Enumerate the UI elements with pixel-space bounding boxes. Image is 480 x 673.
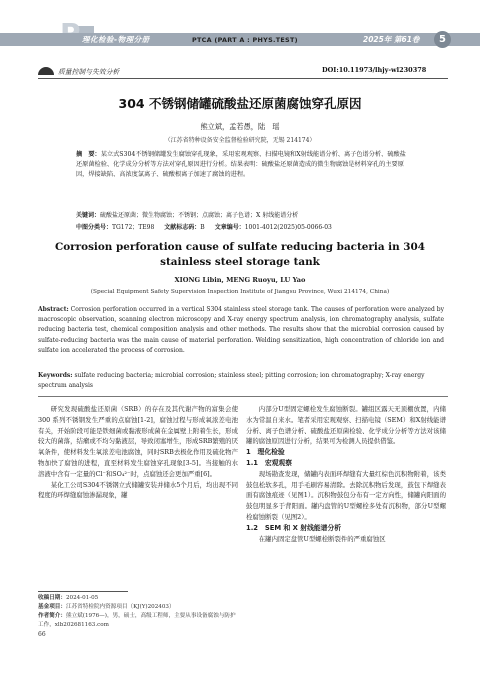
author-bio-label: 作者简介： — [38, 613, 66, 619]
clc-value: TG172；TE98 — [112, 224, 155, 231]
doc-code-value: B — [200, 224, 205, 231]
abstract-cn-text: 某立式S304不锈钢储罐发生腐蚀穿孔现象，采用宏观观察、扫描电镜和X射线能谱分析、离子色谱分析、硫酸盐还原菌检验、化学成分分析等方法对穿孔原因进行分析。结果表明：硫酸盐还原菌造成的微生物腐蚀是材料穿孔的主要原因，焊接缺陷、高浓度氯离子、硫酸根离子加速了腐蚀的进程。 — [76, 151, 406, 178]
journal-name: 理化检验-物理分册 — [82, 35, 150, 44]
column-icon — [38, 67, 54, 75]
affiliation-en: (Special Equipment Safety Supervision Inspection Institute of Jiangsu Province, Wuxi 214174, China) — [90, 289, 390, 295]
authors-en: XIONG Libin, MENG Ruoyu, LU Yao — [174, 276, 306, 284]
keywords-cn — [76, 210, 410, 219]
body-paragraph: 研究发现硫酸盐还原菌（SRB）的存在及其代谢产物的富集会使 300 系列不锈钢发生严重的点腐蚀[1-2]，腐蚀过程与形成氧浓差电池有关，开始阶段可能是铁细菌或黏液形成菌在金属壁上附着生长，形成较大的菌落，结瘤或不均匀黏液层，导致闭塞增生，形成SRB繁殖的厌氧条件，使材料发生氧浓差电池腐蚀，同时SRB去极化作用及硫化物产物加快了腐蚀的进程，直至材料发生腐蚀穿孔现象[3-5]。当接触的水溶液中含有一定量的Cl⁻和SO₄²⁻时，点腐蚀还会更加严重[6]。 — [38, 405, 238, 478]
abstract-en-label: Abstract: — [38, 306, 69, 313]
article-no-label: 文章编号： — [214, 224, 245, 231]
abstract-en — [38, 305, 444, 356]
doc-code-label: 文献标志码： — [164, 224, 201, 231]
keywords-en-text: sulfate reducing bacteria; microbial corrosion; stainless steel; pitting corrosion; ion chromatography; X-ray energy spectrum analysis — [38, 372, 425, 389]
fund-label: 基金项目： — [38, 604, 66, 610]
body-column-left — [38, 404, 238, 501]
abstract-cn-label: 摘 要： — [76, 151, 101, 158]
subsection-heading: 1.2 SEM 和 X 射线能谱分析 — [246, 523, 342, 532]
year-volume: 2025年 第61卷 — [363, 35, 420, 44]
page-number: 66 — [38, 631, 46, 638]
affiliation-cn: （江苏省特种设备安全监督检验研究院，无锡 214174） — [164, 137, 316, 144]
author-bio-text: 熊立斌(1976—)，男，硕士，高级工程师，主要从事设备腐蚀与防护工作，xlb202681163.com — [38, 613, 236, 628]
footnote — [38, 594, 238, 630]
abstract-divider — [38, 396, 448, 397]
footnote-divider — [38, 591, 128, 592]
journal-english-name: PTCA (PART A : PHYS.TEST) — [192, 36, 298, 44]
column-name: 质量控制与失效分析 — [58, 68, 120, 76]
paper-title-cn: 304 不锈钢储罐硫酸盐还原菌腐蚀穿孔原因 — [118, 96, 362, 111]
subsection-heading: 1.1 宏观观察 — [246, 458, 293, 467]
abstract-en-text: Corrosion perforation occurred in a vertical S304 stainless steel storage tank. The causes of perforation were analyzed by macroscopic observation, scanning electron microscopy and X-ray energy spectrum analysis, ion chromatography analysis, sulfate reducing bacteria test, chemical composition analysis and other methods. The results show that the microbial corrosion caused by sulfate-reducing bacteria was the main cause of material perforation. Welding sensitization, high concentration of chloride ion and sulfate ion accelerated the process of corrosion. — [38, 306, 444, 354]
body-paragraph: 内部分U型固定螺栓发生腐蚀断裂。罐组区露天无顶棚放置，内储水为常温自来水。笔者采用宏观观察、扫描电镜（SEM）和X射线能谱分析、离子色谱分析、硫酸盐还原菌检验、化学成分分析等方法对该储罐的腐蚀原因进行分析，结果可为检测人员提供借鉴。 — [246, 405, 446, 446]
body-paragraph: 某化工公司S304不锈钢立式储罐安装并储水5个月后，均出现不同程度的环焊缝腐蚀渗漏现象，罐 — [38, 480, 238, 500]
authors-cn: 熊立斌，孟若愚，陆 瑶 — [200, 122, 280, 131]
received-date: 2024-01-05 — [65, 595, 99, 601]
keywords-cn-text: 硫酸盐还原菌；微生物腐蚀；不锈钢；点腐蚀；离子色谱；X 射线能谱分析 — [100, 212, 299, 219]
issue-badge: 5 — [434, 31, 451, 48]
keywords-en — [38, 371, 444, 391]
body-column-right — [246, 404, 446, 544]
paper-title-en: Corrosion perforation cause of sulfate reducing bacteria in 304 stainless steel storage tank — [54, 241, 425, 268]
classification-line — [76, 222, 410, 231]
keywords-cn-label: 关键词： — [76, 212, 101, 219]
clc-label: 中图分类号： — [76, 224, 113, 231]
keywords-en-label: Keywords: — [38, 372, 73, 379]
body-paragraph: 在罐内固定盘管U型螺栓断裂件的严重腐蚀区 — [258, 534, 386, 543]
doi[interactable]: DOI:10.11973/lhjy-wl230378 — [322, 66, 427, 74]
abstract-cn — [76, 150, 410, 180]
fund-text: 江苏省特检院内资源项目（KJ(Y)202403） — [65, 604, 175, 610]
body-paragraph: 现场勘查发现，储罐内表面环焊缝有大量红棕色沉积物附着，该类鼓包松软多孔，用手毛刷容易清除。去除沉积物后发现，鼓包下焊缝表面有腐蚀痕迹（见图1）。沉积物鼓包分布有一定方向性，储罐向阳面的鼓包明显多于背阳面。罐内盘管的U型螺栓多处有沉积物，部分U型螺栓腐蚀断裂（见图2）。 — [246, 469, 446, 521]
header-divider — [38, 78, 448, 79]
received-label: 收稿日期： — [38, 595, 66, 601]
article-no-value: 1001-4012(2025)05-0066-03 — [244, 224, 332, 231]
section-heading: 1 理化检验 — [246, 448, 285, 457]
